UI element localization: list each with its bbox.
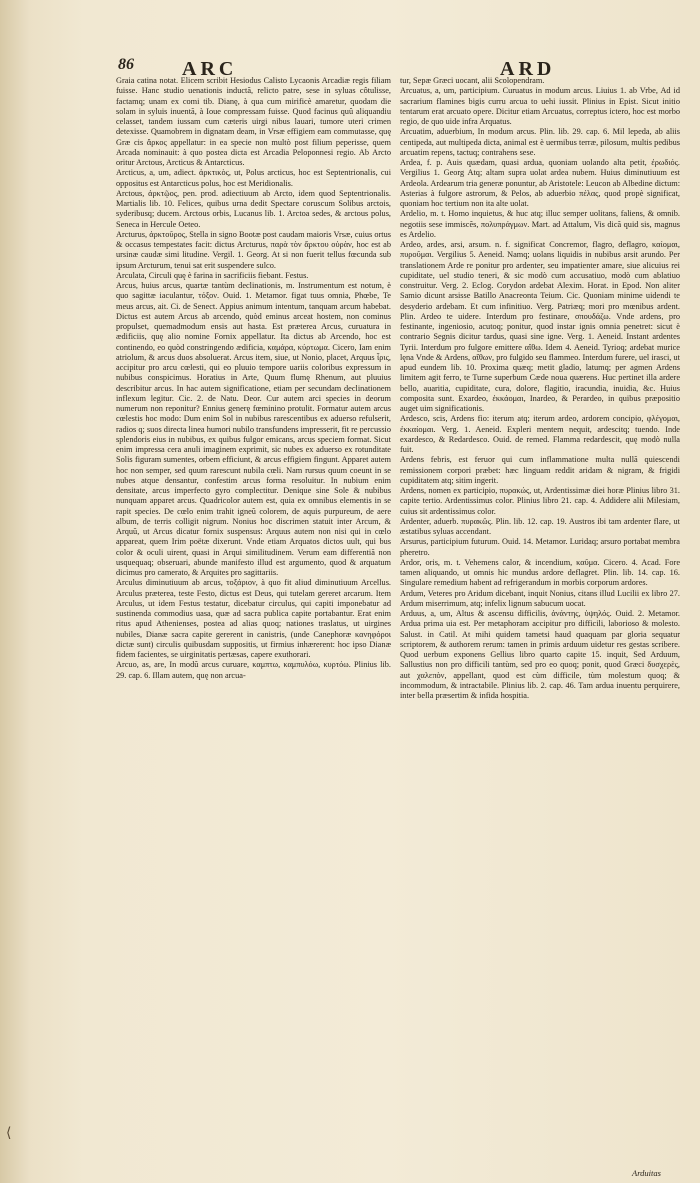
dictionary-entry: Ardeo, ardes, arsi, arsum. n. f. significat Concremor, flagro, deflagro, καίομαι, πυροῦμαι. Vergilius 5. Aeneid. Namq; uolans liquidis in nubibus arsit arundo. Per translationem Arde re ponitur pro ardenter, seu impatienter amare, siue alicuius rei cupiditate, uel studio teneri, & sic modò cum accusatiuo, modò cum ablatiuo construitur. Verg. 2. Eclog. Corydon ardebat Alexim. Horat. in Epod. Non aliter Samio dicunt arsisse Batillo Anacreonta Teium. Cic. Quoniam minime uidendi te desyderio ardebam. Et cum infinitiuo. Verg. Patriæq; mori pro mœnibus ardent. Plin. Ardeo te uidere. Interdum pro festinare, σπουδάζω. Vnde ardens, pro festinante, ingeniosio, acutoq; ponitur, quod instar ignis omnia penetret: sicut è contrario Segnis dicitur tardus, quasi sine igne. Verg. 1. Aeneid. Instant ardentes Tyrii. Interdum pro fulgore emittere αἴθω. Idem 4. Aeneid. Tyrioq; ardebat murice lęna Vnde & Ardens, αἴθων, pro fulgido seu flammeo. Interdum furere, uel irasci, ut apud eundem lib. 10. Proxima quæq; metit gladio, latumq; per agmen Ardens limitem agit ferro, te Turne superbum Cæde noua quærens. Huc pertinet illa ardere bello, auaritia, cupiditate, cura, dolore, flagitio, iracundia, inuidia, &c. Huius composita sunt. Exardeo, ἐκκάομαι, Inardeo, & Perardeo, in quibus præpositio auget uim significationis.: [400, 240, 680, 413]
dictionary-entry: Arsurus, participium futurum. Ouid. 14. Metamor. Luridaq; arsuro portabat membra pheretro.: [400, 537, 680, 557]
dictionary-entry: Arcuatim, aduerbium, In modum arcus. Plin. lib. 29. cap. 6. Mil lepeda, ab aliis centipeda, aut multipeda dicta, animal est è uermibus terræ, pilosum, multis pedibus arcuatim repens, tactuq; contrahens sese.: [400, 127, 680, 157]
page-gutter: [0, 0, 30, 1183]
dictionary-entry: Ardenter, aduerb. πυρακῶς. Plin. lib. 12. cap. 19. Austros ibi tam ardenter flare, ut æstatibus syluas accendant.: [400, 516, 680, 536]
margin-mark-icon: ⟨: [6, 1126, 12, 1141]
right-column: [400, 76, 680, 701]
dictionary-entry: Arduus, a, um, Altus & ascensu difficilis, ἀνάντης, ὑψηλός. Ouid. 2. Metamor. Ardua prima uia est. Per metaphoram accipitur pro difficili, laborioso & molesto. Salust. in Catil. At mihi quidem tametsi haud quaquam par gloria sequatur scriptorem, & authorem rerum: tamen in primis arduum uidetur res gestas scribere. Quod uerbum exponens Gellius libro quarto capite 15. inquit, Sed Arduum, Sallustius non pro difficili tantùm, sed pro eo quoq; ponit, quod Græci δυσχερὲς, aut χαλεπὸν, appellant, quod est cùm difficile, tùm molestum quoq; & incommodum, & intractabile. Plinius lib. 2. cap. 46. Tam ardua inuentu perquirere, inter bella præsertim & infida hospitia.: [400, 609, 680, 700]
page-number: 86: [118, 56, 134, 73]
running-head-left: ARC: [182, 58, 238, 80]
dictionary-entry: Ardens febris, est feruor qui cum inflammatione multa nullã quiescendi remissionem corpori præbet: hæc linguam reddit aridam & nigram, & frigidi cupiditatem atq; sitim ingerit.: [400, 455, 680, 485]
dictionary-entry: Arculus diminutiuum ab arcus, τοξάριον, à quo fit aliud diminutiuum Arcellus. Arculus præterea, teste Festo, dictus est Deus, qui tutelam gereret arcarum. Item Arculus, ut idem Festus testatur, dicebatur circulus, qui capiti imponebatur ad sustinenda commodius uasa, quæ ad sacra publica capite portabantur. Erat enim ritus apud Athenienses, postea ad alias quoq; nationes traslatus, ut uirgines nubiles, Dianæ sacra capite gererent in canistris, (unde Canephoræ κανηφόροι dictæ sunt) circulis quibusdam suppositis, ut firmius inhærerent: hoc ipso Dianæ fidem facientes, se uirginitatis pertæsas, capere exuthorari.: [116, 578, 391, 659]
dictionary-entry: Arcturus, ἀρκτοῦρος, Stella in signo Bootæ post caudam maioris Vrsæ, cuius ortus & occasus tempestates facit: dictus Arcturus, παρὰ τὸν ἄρκτου οὐρὰν, hoc est ab ursinæ caudæ simi litudine. Vergil. 1. Georg. At si non fuerit tellus fœcunda sub ipsum Arcturum, tenui sat erit suspendere sulco.: [116, 229, 391, 270]
dictionary-entry: Arcuo, as, are, In modũ arcus curuare, καμπτω, καμπυλόω, κυρτόω. Plinius lib. 29. cap. 6. Illam autem, quę non arcua-: [116, 660, 391, 680]
dictionary-entry: Ardelio, m. t. Homo inquietus, & huc atq; illuc semper uolitans, faliens, & omnib. negotiis sese immiscẽs, πολυπράγμων. Mart. ad Attalum, Vis dicã quid sis, magnus es Ardelio.: [400, 209, 680, 239]
catchword: Arduitas: [632, 1168, 661, 1178]
running-head-right: ARD: [500, 58, 556, 80]
dictionary-entry: Arcus, huius arcus, quartæ tantùm declinationis, m. Instrumentum est notum, è quo sagittæ iaculantur, τόξον. Ouid. 1. Metamor. figat tuus omnia, Phœbe, Te meus arcus, ait. Ci. de Senect. Appius animum intentum, tanquam arcum habebat. Dictus est autem Arcus ab arcendo, quòd eminus arceat hostem, non cominus propulset, quemadmodum ensis aut hasta. Est præterea Arcus, curuatura in ædificiis, quę alio nomine Fornix appellatur. Ita dictus ab Arcendo, hoc est continendo, eo quòd constringendo ædificia, καμάρα, κύρτωμα. Cicero, Iam enim atriolum, & arcus duos absoluerat. Arcus item, siue, ut Nonio, placet, Arquus ἶρις, accipitur pro arcu cœlesti, qui eo pluuio tempore uariis coloribus expressum in nubibus conspicimus. Horatius in Arte, Quum flumę Rhenum, aut pluuius describitur arcus. In hac autem significatione, etiam per secundam declinationem inflexum legitur. Cic. 2. de Natu. Deor. Cur autem arci species in deorum numerum non reponitur? Ennius generę fœminino protulit. Formatur autem arcus cœlestis hoc modo: Dum enim Sol in nubibus rarescentibus ex aduerso refulserit, radios q; suos directa linea humori nubilo transfundens impresserit, fit re percussio splendoris eius in nubibus, ex quibus fulgor emicans, arcus speciem format. Sicut enim impressa cera anuli imaginem exprimit, sic nubes ex aduerso ex rotunditate Solis figuram sumentes, orbem efficiunt, & arcus effigiem fingunt. Apparet autem hoc non semper, sed quum rarescunt nubila cœli. Nam rursus quum coeunt in se nubes atque densantur, confestim arcus forma resoluitur. In nubium enim densitate, arcus imperfecto gyro complectitur. Denique sine Sole & nubibus nunquam apparet arcus. Quadricolor autem est, quia ex omnibus elementis in se rapit species. De cœlo enim trahit igneũ colorem, de aquis purpureum, de aere album, de terris colligit nigrum. Nonius hoc discrimen statuit inter Arcum, & Arquũ, ut Arcus dicatur fornix suspensus: Arquus autem non nisi qui in cœlo appareat, quem Irim poëtæ dixerunt. Vnde etiam Arquatos dictos uult, qui bus color & oculi uirent, quasi in Arqui similitudinem. Verum eam differentiã non usquequaq; obseruari, abunde manifesto illud est argumento, quod & arquatum dicimus pro camerato, & Arquites pro sagittariis.: [116, 281, 391, 577]
dictionary-entry: Ardea, f. p. Auis quædam, quasi ardua, quoniam uolando alta petit, ἐρωδιός. Vergilius 1. Georg Atq; altam supra uolat ardea nubem. Huius diminutiuum est Ardeola. Ardearum tria generæ ponuntur, ab Aristotele: Leucon ab Albedine dictum: Asterias à fulgore astrorum, & Pelos, ab aduerbio πέλας, quod propè significat, quoniam hoc tertium non ita alte uolat.: [400, 158, 680, 208]
dictionary-entry: Ardesco, scis, Ardens fio: iterum atq; iterum ardeo, ardorem concipio, φλέγομαι, ἐκκαίομαι. Verg. 1. Aeneid. Expleri mentem nequit, ardescitq; tuendo. Inde exardesco, & Redardesco. Ouid. de remed. Flamma redardescit, quę modò nulla fuit.: [400, 414, 680, 454]
dictionary-entry: Ardor, oris, m. t. Vehemens calor, & incendium, καῦμα. Cicero. 4. Acad. Fore tamen aliquando, ut omnis hic mundus ardore deflagret. Plin. lib. 14. cap. 16. Singulare remedium habent ad refrigerandum in morbis corporum ardores.: [400, 557, 680, 588]
dictionary-entry: Arculata, Circuli quę è farina in sacrificiis fiebant. Festus.: [116, 270, 309, 280]
dictionary-entry: Graia catina notat. Elicem scribit Hesiodus Calisto Lycaonis Arcadiæ regis filiam fuisse. Hanc studio uenationis inductã, relicto patre, sese in syluas côtulisse, factamq; unam ex comi tib. Dianę, à qua cum mirificè amaretur, quodam die solam in syluis inuentã, à Ioue compressam fuisse. Quod facinus quû aliquandiu celasset, tandem iussam cum cæteris uirgi nibus lauari, tumore uteri crimen detexisse. Quamobrem in dignatam deam, in Vrsæ effigiem eam commutasse, quę Græ cis ἄρκος appellatur: in ea specie non multò post filium peperisse, quem Arcada nominauit: à quo postea dicta est Arcadia Peloponnesi regio. Ab Arcto oritur Arctous, Arcticus & Antarcticus.: [116, 76, 391, 167]
dictionary-entry: tur, Sepæ Græci uocant, alii Scolopendram.: [400, 76, 545, 85]
dictionary-entry: Ardens, nomen ex participio, πυρακώς, ut, Ardentissimæ diei horæ Plinius libro 31. capite tertio. Ardentissimus color. Plinius libro 21. cap. 4. Addidere alii Milesiam, cuius sit ardentissimus color.: [400, 486, 680, 516]
dictionary-entry: Arctous, ἀρκτῷος, pen. prod. adiectiuum ab Arcto, idem quod Septentrionalis. Martialis lib. 10. Felices, quibus urna dedit Spectare coruscum Solibus arctois, syderibusq; ducem. Arctous orbis, Lucanus lib. 1. Arctoa sedes, & arctous polus, Seneca in Hercule Oeteo.: [116, 188, 391, 229]
dictionary-entry: Arcuatus, a, um, participium. Curuatus in modum arcus. Liuius 1. ab Vrbe, Ad id sacrarium flamines bigis curru arcua to uehi iussit. Plinius in Epist. Sicut initio tentarum erat arcuato opere. Dicitur etiam Arcuatus, correptus ictero, hoc est morbo regio, de quo uide infra Arquatus.: [400, 86, 680, 126]
left-column: [116, 76, 391, 681]
dictionary-entry: Arcticus, a, um, adiect. ἀρκτικὸς, ut, Polus arcticus, hoc est Septentrionalis, cui oppositus est Antarcticus polus, hoc est Meridionalis.: [116, 168, 391, 188]
dictionary-entry: Ardum, Veteres pro Aridum dicebant, inquit Nonius, citans illud Lucilii ex libro 27. Ardum miserrimum, atq; infelix lignum sabucum uocat.: [400, 588, 680, 608]
